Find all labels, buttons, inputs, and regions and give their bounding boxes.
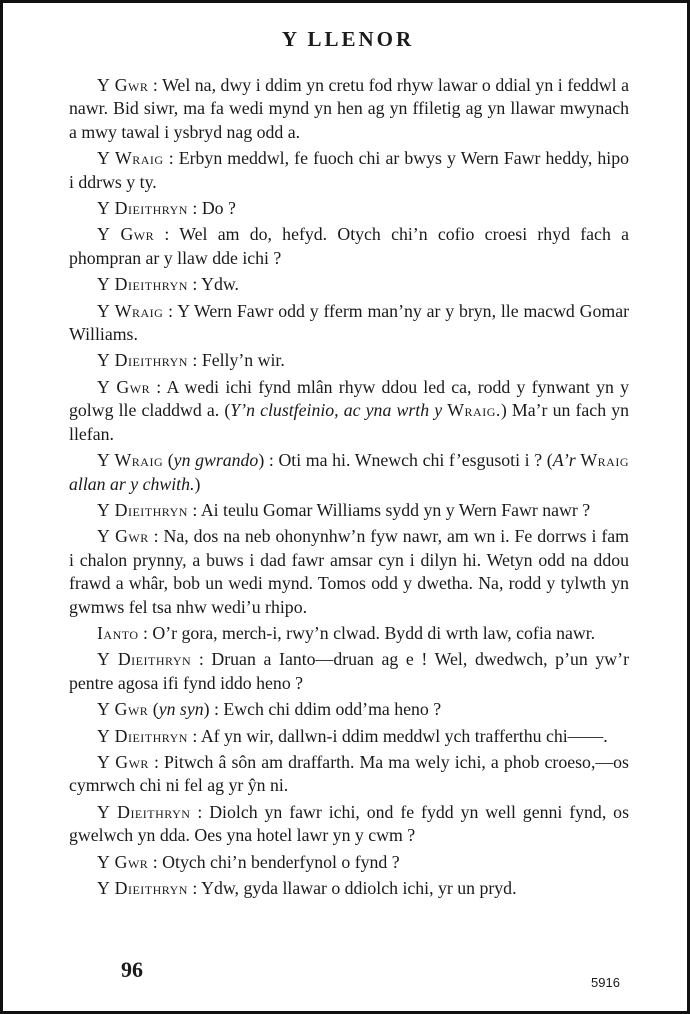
speaker: Y Wraig [97, 450, 164, 471]
paragraph: Y Gwr : Na, dos na neb ohonynhw’n fyw nawr, am wn i. Fe dorrws i fam i chalon prynny, a buws i dad fawr amsar cyn i dilyn hi. Wetyn odd na ddou frawd a whâr, bob un wedi mynd. Tomos odd y dwetha. Na, rodd y tylwth yn gwmws fel tsa nhw wedi’u rhipo. [69, 526, 629, 617]
speaker-note: yn gwrando [173, 450, 259, 471]
speech: Oti ma hi. Wnewch chi f’esgusoti i ? [278, 450, 543, 471]
speaker: Y Dieithryn [97, 649, 192, 670]
dialogue-text [69, 74, 629, 903]
speech: Otych chi’n benderfynol o fynd ? [162, 851, 400, 872]
paragraph: Y Gwr : Otych chi’n benderfynol o fynd ? [97, 851, 400, 872]
paragraph: Y Gwr : Wel am do, hefyd. Otych chi’n cofio croesi rhyd fach a phompran ar y llaw dde ichi ? [69, 224, 629, 268]
speech: Wel am do, hefyd. Otych chi’n cofio croesi rhyd fach a phompran ar y llaw dde ichi ? [69, 224, 629, 268]
speech: Felly’n wir. [201, 350, 285, 371]
paragraph: Y Dieithryn : Do ? [97, 198, 236, 219]
print-code: 5916 [591, 975, 620, 990]
speaker: Y Dieithryn [97, 725, 188, 746]
paragraph: Y Wraig (yn gwrando) : Oti ma hi. Wnewch chi f’esgusoti i ? (A’r Wraig allan ar y chwith.) [69, 450, 629, 494]
stage-target: Wraig. [447, 400, 501, 421]
paragraph: Ianto : O’r gora, merch-i, rwy’n clwad. Bydd di wrth law, cofia nawr. [97, 622, 596, 643]
stage-prefix: A’r [552, 450, 576, 471]
paragraph: Y Dieithryn : Ydw. [97, 274, 240, 295]
speaker: Y Gwr [97, 376, 151, 397]
paragraph: Y Dieithryn : Ydw, gyda llawar o ddiolch ichi, yr un pryd. [97, 878, 517, 898]
speech: Druan a Ianto—druan ag e ! Wel, dwedwch, p’un yw’r pentre agosa ifi fynd iddo heno ? [69, 649, 629, 693]
paragraph: Y Dieithryn : Druan a Ianto—druan ag e ! Wel, dwedwch, p’un yw’r pentre agosa ifi fynd iddo heno ? [69, 649, 629, 693]
paragraph: Y Gwr : A wedi ichi fynd mlân rhyw ddou led ca, rodd y fynwant yn y golwg lle claddwd a. (Y’n clustfeinio, ac yna wrth y Wraig.) Ma’r un fach yn llefan. [69, 376, 629, 444]
speech: Y Wern Fawr odd y fferm man’ny ar y bryn, lle macwd Gomar Williams. [69, 300, 630, 345]
speech: Do ? [201, 198, 236, 219]
speaker: Y Gwr [97, 224, 155, 245]
stage-direction: Y’n clustfeinio, ac yna wrth y [230, 400, 443, 421]
speaker: Y Dieithryn [97, 274, 188, 295]
speaker: Y Gwr [97, 699, 149, 720]
speaker: Y Gwr [97, 751, 149, 772]
speech: Ydw, gyda llawar o ddiolch ichi, yr un pryd. [201, 878, 517, 898]
paragraph: Y Dieithryn : Af yn wir, dallwn-i ddim meddwl ych trafferthu chi——. [97, 725, 608, 746]
paragraph: Y Gwr (yn syn) : Ewch chi ddim odd’ma heno ? [97, 699, 442, 720]
speech: Ai teulu Gomar Williams sydd yn y Wern Fawr nawr ? [200, 499, 591, 520]
paragraph: Y Dieithryn : Ai teulu Gomar Williams sydd yn y Wern Fawr nawr ? [97, 499, 591, 520]
speech: Ydw. [201, 274, 240, 295]
speech: Wel na, dwy i ddim yn cretu fod rhyw lawar o ddial yn i feddwl a nawr. Bid siwr, ma fa wedi mynd yn hen ag yn ffiletig ag yn llawar mwynach a mwy tawal i ysbryd nag odd a. [69, 75, 629, 142]
speech: Diolch yn fawr ichi, ond fe fydd yn well genni fynd, os gwelwch yn dda. Oes yna hotel lawr yn y cwm ? [69, 801, 629, 846]
speaker: Y Dieithryn [97, 350, 188, 371]
paragraph: Y Dieithryn : Felly’n wir. [97, 350, 285, 371]
paragraph: Y Gwr : Pitwch â sôn am draffarth. Ma ma wely ichi, a phob croeso,—os cymrwch chi ni fel ag yr ŷn ni. [69, 751, 629, 796]
speaker: Y Wraig [97, 148, 164, 169]
speech: O’r gora, merch-i, rwy’n clwad. Bydd di wrth law, cofia nawr. [152, 622, 596, 643]
paragraph: Y Gwr : Wel na, dwy i ddim yn cretu fod rhyw lawar o ddial yn i feddwl a nawr. Bid siwr, ma fa wedi mynd yn hen ag yn ffiletig ag yn llawar mwynach a mwy tawal i ysbryd nag odd a. [69, 75, 629, 142]
stage-target: Wraig [580, 450, 629, 471]
stage-direction: allan ar y chwith. [69, 473, 195, 494]
speaker: Y Gwr [97, 851, 149, 872]
speaker: Y Wraig [97, 300, 164, 321]
speech: Ewch chi ddim odd’ma heno ? [223, 699, 442, 720]
speaker: Y Dieithryn [97, 499, 188, 520]
page-number: 96 [121, 957, 143, 982]
speech-continued: Ma’r un fach yn llefan. [69, 400, 629, 444]
speech: A wedi ichi fynd mlân rhyw ddou led ca, rodd y fynwant yn y golwg lle claddwd a. [69, 376, 629, 421]
speaker: Y Dieithryn [97, 801, 191, 822]
speaker: Y Gwr [97, 75, 149, 95]
speaker: Ianto [97, 622, 139, 643]
speaker: Y Dieithryn [97, 878, 188, 898]
paragraph: Y Dieithryn : Diolch yn fawr ichi, ond fe fydd yn well genni fynd, os gwelwch yn dda. Oes yna hotel lawr yn y cwm ? [69, 801, 629, 846]
speech: Pitwch â sôn am draffarth. Ma ma wely ichi, a phob croeso,—os cymrwch chi ni fel ag yr ŷn ni. [69, 751, 629, 796]
speaker-note: yn syn [158, 699, 204, 720]
running-header: Y LLENOR [281, 27, 415, 51]
speaker: Y Gwr [97, 526, 149, 547]
speech: Erbyn meddwl, fe fuoch chi ar bwys y Wern Fawr heddy, hipo i ddrws y ty. [69, 148, 629, 192]
paragraph: Y Wraig : Erbyn meddwl, fe fuoch chi ar bwys y Wern Fawr heddy, hipo i ddrws y ty. [69, 148, 629, 192]
speaker: Y Dieithryn [97, 198, 188, 219]
speech: Af yn wir, dallwn-i ddim meddwl ych trafferthu chi——. [200, 725, 608, 746]
paragraph: Y Wraig : Y Wern Fawr odd y fferm man’ny ar y bryn, lle macwd Gomar Williams. [69, 300, 630, 345]
speech: Na, dos na neb ohonynhw’n fyw nawr, am wn i. Fe dorrws i fam i chalon prynny, a buws i dad fawr amsar cyn i dilyn hi. Wetyn odd na ddou frawd a whâr, bob un wedi mynd. Tomos odd y dwetha. Na, rodd y tylwth yn gwmws fel tsa nhw wedi’u rhipo. [69, 526, 629, 617]
